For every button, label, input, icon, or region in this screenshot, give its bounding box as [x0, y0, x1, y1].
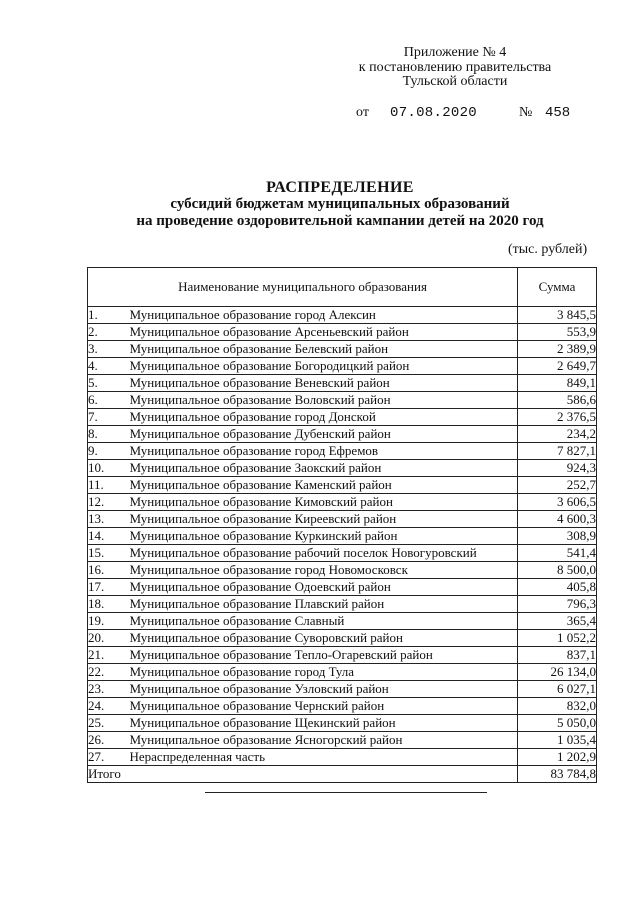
- table-row: [88, 324, 597, 341]
- row-municipality-name: Муниципальное образование Заокский район: [130, 460, 518, 477]
- row-municipality-name: Муниципальное образование Дубенский район: [130, 426, 518, 443]
- row-municipality-name: Муниципальное образование Суворовский район: [130, 630, 518, 647]
- row-municipality-name: Нераспределенная часть: [130, 749, 518, 766]
- table-row: [88, 409, 597, 426]
- appendix-reference: к постановлению правительства: [358, 59, 552, 75]
- row-municipality-name: Муниципальное образование Ясногорский район: [130, 732, 518, 749]
- row-municipality-name: Муниципальное образование Плавский район: [130, 596, 518, 613]
- row-number: 17.: [88, 579, 130, 596]
- row-sum: 2 389,9: [518, 341, 597, 358]
- row-municipality-name: Муниципальное образование Каменский район: [130, 477, 518, 494]
- table-row: [88, 681, 597, 698]
- row-number: 7.: [88, 409, 130, 426]
- appendix-header: [330, 46, 580, 90]
- row-number: 4.: [88, 358, 130, 375]
- row-sum: 308,9: [518, 528, 597, 545]
- row-municipality-name: Муниципальное образование Чернский район: [130, 698, 518, 715]
- row-number: 6.: [88, 392, 130, 409]
- table-row: [88, 528, 597, 545]
- row-municipality-name: Муниципальное образование Куркинский район: [130, 528, 518, 545]
- row-sum: 1 052,2: [518, 630, 597, 647]
- table-row: [88, 715, 597, 732]
- document-subtitle-2: на проведение оздоровительной кампании детей на 2020 год: [136, 213, 544, 229]
- row-municipality-name: Муниципальное образование Узловский район: [130, 681, 518, 698]
- row-municipality-name: Муниципальное образование Белевский район: [130, 341, 518, 358]
- row-number: 19.: [88, 613, 130, 630]
- table-row: [88, 749, 597, 766]
- row-municipality-name: Муниципальное образование Воловский район: [130, 392, 518, 409]
- table-row: [88, 392, 597, 409]
- column-header-sum: Сумма: [518, 268, 597, 307]
- row-sum: 796,3: [518, 596, 597, 613]
- row-number: 11.: [88, 477, 130, 494]
- row-number: 3.: [88, 341, 130, 358]
- row-sum: 837,1: [518, 647, 597, 664]
- row-sum: 7 827,1: [518, 443, 597, 460]
- row-municipality-name: Муниципальное образование город Алексин: [130, 307, 518, 324]
- table-row: [88, 460, 597, 477]
- total-sum: 83 784,8: [518, 766, 597, 783]
- row-number: 16.: [88, 562, 130, 579]
- row-municipality-name: Муниципальное образование Киреевский район: [130, 511, 518, 528]
- decree-from-label: от: [356, 105, 369, 120]
- decree-date: 07.08.2020: [390, 105, 478, 121]
- row-number: 5.: [88, 375, 130, 392]
- units-label: (тыс. рублей): [508, 242, 588, 257]
- table-row: [88, 358, 597, 375]
- row-number: 14.: [88, 528, 130, 545]
- row-sum: 849,1: [518, 375, 597, 392]
- row-municipality-name: Муниципальное образование Богородицкий район: [130, 358, 518, 375]
- row-number: 8.: [88, 426, 130, 443]
- table-row: [88, 698, 597, 715]
- row-municipality-name: Муниципальное образование город Ефремов: [130, 443, 518, 460]
- row-number: 26.: [88, 732, 130, 749]
- row-sum: 1 035,4: [518, 732, 597, 749]
- table-total-row: [88, 766, 597, 783]
- row-municipality-name: Муниципальное образование Веневский район: [130, 375, 518, 392]
- row-number: 9.: [88, 443, 130, 460]
- table-row: [88, 647, 597, 664]
- table-row: [88, 511, 597, 528]
- table-row: [88, 630, 597, 647]
- column-header-name: Наименование муниципального образования: [88, 268, 518, 307]
- row-sum: 234,2: [518, 426, 597, 443]
- row-number: 21.: [88, 647, 130, 664]
- row-sum: 541,4: [518, 545, 597, 562]
- document-title-block: [130, 179, 550, 230]
- row-number: 15.: [88, 545, 130, 562]
- table-row: [88, 375, 597, 392]
- table-row: [88, 443, 597, 460]
- row-number: 23.: [88, 681, 130, 698]
- row-number: 18.: [88, 596, 130, 613]
- table-row: [88, 562, 597, 579]
- document-subtitle: субсидий бюджетам муниципальных образований: [170, 196, 510, 212]
- row-municipality-name: Муниципальное образование город Новомосковск: [130, 562, 518, 579]
- document-title: РАСПРЕДЕЛЕНИЕ: [266, 179, 414, 196]
- row-municipality-name: Муниципальное образование рабочий поселок Новогуровский: [130, 545, 518, 562]
- row-number: 1.: [88, 307, 130, 324]
- row-sum: 553,9: [518, 324, 597, 341]
- table-row: [88, 341, 597, 358]
- row-number: 24.: [88, 698, 130, 715]
- decree-number-label: №: [519, 105, 533, 120]
- row-sum: 26 134,0: [518, 664, 597, 681]
- row-municipality-name: Муниципальное образование Щекинский район: [130, 715, 518, 732]
- row-sum: 8 500,0: [518, 562, 597, 579]
- row-number: 13.: [88, 511, 130, 528]
- table-row: [88, 307, 597, 324]
- row-number: 12.: [88, 494, 130, 511]
- row-municipality-name: Муниципальное образование Славный: [130, 613, 518, 630]
- row-number: 10.: [88, 460, 130, 477]
- table-row: [88, 664, 597, 681]
- total-label: Итого: [88, 766, 518, 783]
- row-number: 25.: [88, 715, 130, 732]
- bottom-divider: [205, 792, 487, 793]
- row-municipality-name: Муниципальное образование город Донской: [130, 409, 518, 426]
- table-row: [88, 494, 597, 511]
- row-number: 2.: [88, 324, 130, 341]
- row-sum: 832,0: [518, 698, 597, 715]
- distribution-table: [87, 267, 597, 783]
- table-row: [88, 545, 597, 562]
- table-row: [88, 579, 597, 596]
- appendix-region: Тульской области: [402, 74, 508, 89]
- row-sum: 4 600,3: [518, 511, 597, 528]
- row-municipality-name: Муниципальное образование Арсеньевский район: [130, 324, 518, 341]
- row-sum: 586,6: [518, 392, 597, 409]
- row-municipality-name: Муниципальное образование Одоевский район: [130, 579, 518, 596]
- table-row: [88, 477, 597, 494]
- row-sum: 252,7: [518, 477, 597, 494]
- row-sum: 405,8: [518, 579, 597, 596]
- row-sum: 6 027,1: [518, 681, 597, 698]
- appendix-title: Приложение № 4: [403, 45, 507, 60]
- table-row: [88, 596, 597, 613]
- table-row: [88, 426, 597, 443]
- row-sum: 3 606,5: [518, 494, 597, 511]
- table-header-row: [88, 268, 597, 307]
- table-row: [88, 613, 597, 630]
- row-number: 27.: [88, 749, 130, 766]
- row-sum: 5 050,0: [518, 715, 597, 732]
- row-sum: 3 845,5: [518, 307, 597, 324]
- row-number: 20.: [88, 630, 130, 647]
- table-row: [88, 732, 597, 749]
- table-body: [88, 307, 597, 766]
- row-sum: 2 649,7: [518, 358, 597, 375]
- row-municipality-name: Муниципальное образование город Тула: [130, 664, 518, 681]
- row-municipality-name: Муниципальное образование Тепло-Огаревский район: [130, 647, 518, 664]
- row-sum: 924,3: [518, 460, 597, 477]
- decree-number: 458: [545, 105, 571, 121]
- row-sum: 1 202,9: [518, 749, 597, 766]
- row-sum: 2 376,5: [518, 409, 597, 426]
- row-municipality-name: Муниципальное образование Кимовский район: [130, 494, 518, 511]
- row-sum: 365,4: [518, 613, 597, 630]
- row-number: 22.: [88, 664, 130, 681]
